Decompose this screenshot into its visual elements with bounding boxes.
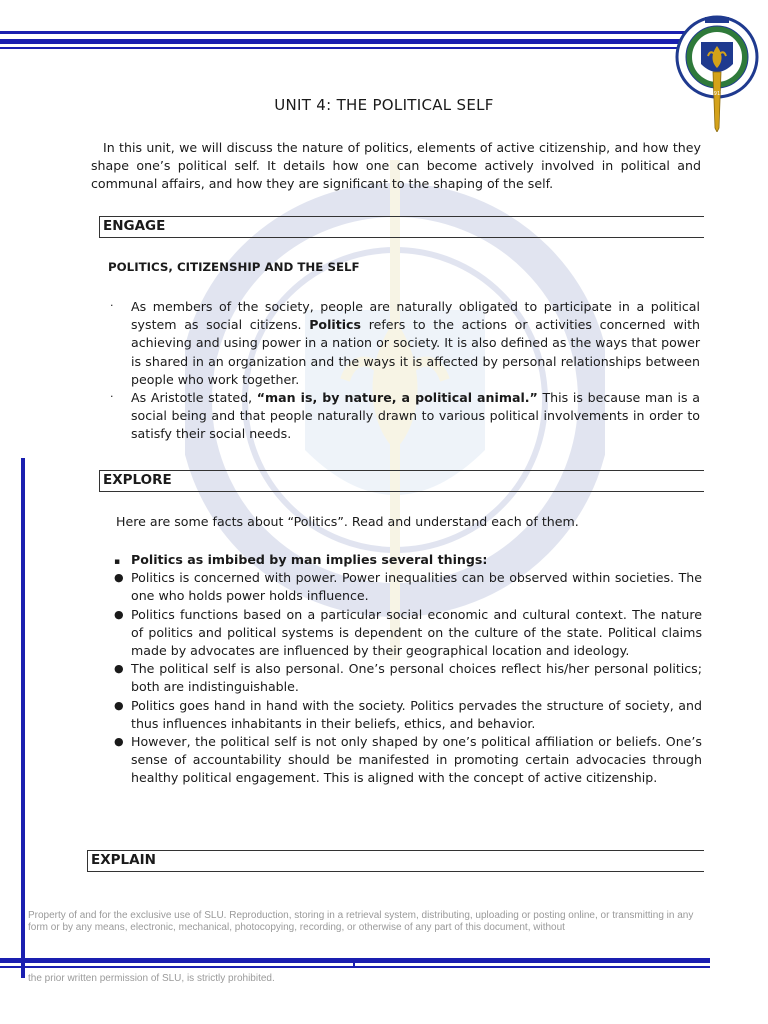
intro-paragraph: In this unit, we will discuss the nature of politics, elements of active citizenship, and how they shape one’s political self. It details how one can become actively involved in political and communal affairs, and how they are significant to the shaping of the self.	[91, 140, 701, 192]
explore-fact-list	[110, 551, 702, 788]
explore-intro: Here are some facts about “Politics”. Read and understand each of them.	[116, 514, 579, 529]
page-title: UNIT 4: THE POLITICAL SELF	[274, 96, 494, 114]
fact-text: However, the political self is not only shaped by one’s political affiliation or beliefs. One’s sense of accountability should be manifested in promoting certain advocacies through healthy political engagement. This is aligned with the concept of active citizenship.	[131, 734, 702, 786]
bullet-text-after: This is because man is a social being and that people naturally drawn to various political involvements in order to satisfy their social needs.	[131, 390, 700, 442]
explore-section-header	[99, 470, 704, 492]
bullet-dot-icon: ●	[114, 571, 124, 585]
fact-lead-text: Politics as imbibed by man implies several things:	[131, 552, 488, 567]
bullet-dot-icon: ·	[110, 390, 114, 404]
bullet-text-after: refers to the actions or activities concerned with achieving and using power in a nation or society. It is also defined as the ways that power is shared in an organization and the ways it is affected by personal relationships between people who work together.	[131, 317, 701, 387]
bullet-dot-icon: ·	[110, 299, 114, 312]
bullet-text-before: As Aristotle stated,	[131, 390, 257, 406]
bullet-dot-icon: ●	[114, 698, 124, 712]
square-bullet-icon: ▪	[114, 557, 121, 567]
bullet-dot-icon: ●	[114, 662, 124, 676]
bullet-dot-icon: ●	[114, 607, 124, 621]
left-margin-rule	[21, 458, 25, 978]
fact-text: Politics is concerned with power. Power inequalities can be observed within societies. The one who holds power holds influence.	[131, 570, 702, 604]
engage-subheading: POLITICS, CITIZENSHIP AND THE SELF	[108, 260, 360, 274]
footer-rule-thick	[0, 958, 710, 963]
fact-text: Politics functions based on a particular social economic and cultural context. The nature of politics and political systems is dependent on the culture of the state. Political claims made by advocates are influenced by their geographical location and ideology.	[131, 606, 702, 659]
bullet-dot-icon: ●	[114, 735, 124, 749]
list-item	[110, 569, 702, 605]
footer-notice: Property of and for the exclusive use of SLU. Reproduction, storing in a retrieval system, distributing, uploading or posting online, or transmitting in any form or by any means, electronic, mechanical, photocopying, recording, or otherwise of any part of this document, without	[28, 910, 694, 934]
list-item-lead	[110, 551, 702, 569]
engage-heading: ENGAGE	[103, 218, 166, 234]
bullet-text-bold: Politics	[309, 317, 362, 333]
list-item	[110, 660, 702, 696]
list-item	[108, 389, 700, 444]
bullet-text-before: As members of the society, people are naturally obligated to participate in a political system as social citizens.	[131, 299, 700, 333]
list-item	[110, 733, 702, 788]
university-seal-icon	[672, 12, 762, 132]
engage-bullet-list	[108, 298, 700, 444]
footer-rule-tick	[353, 962, 355, 968]
header-rule-thick	[0, 39, 690, 44]
seal-year: 1911	[710, 91, 724, 97]
footer-notice-continued: the prior written permission of SLU, is strictly prohibited.	[28, 973, 275, 984]
header-rule-thin-lower	[0, 47, 690, 49]
explain-section-header	[87, 850, 704, 872]
list-item	[108, 298, 700, 389]
fact-text: The political self is also personal. One’s personal choices reflect his/her personal politics; both are indistinguishable.	[131, 661, 702, 695]
list-item	[110, 606, 702, 661]
explain-heading: EXPLAIN	[91, 852, 156, 868]
footer-rule-thin	[0, 966, 710, 968]
bullet-text-bold: “man is, by nature, a political animal.”	[256, 390, 538, 406]
header-rule-thin	[0, 31, 690, 34]
list-item	[110, 697, 702, 733]
engage-section-header	[99, 216, 704, 238]
fact-text: Politics goes hand in hand with the society. Politics pervades the structure of society, and thus influences inhabitants in their beliefs, ethics, and behavior.	[131, 697, 702, 731]
explore-heading: EXPLORE	[103, 472, 172, 488]
